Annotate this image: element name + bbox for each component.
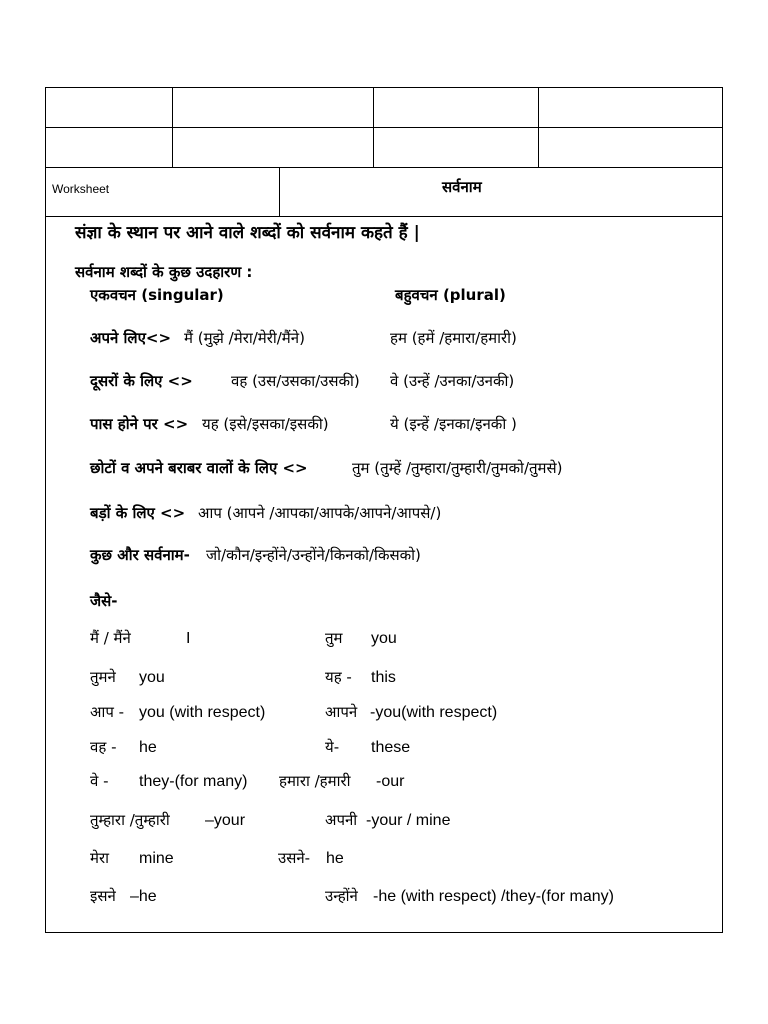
grid-line bbox=[538, 87, 539, 167]
vocab-english: you bbox=[139, 669, 165, 686]
row-label: अपने लिए<> bbox=[90, 329, 172, 347]
vocab-hindi: अपनी bbox=[325, 811, 358, 829]
grid-line bbox=[172, 87, 173, 167]
vocab-hindi: तुम्हारा /तुम्हारी bbox=[90, 811, 170, 829]
row-singular: मैं (मुझे /मेरा/मेरी/मैंने) bbox=[184, 329, 305, 347]
vocab-hindi: मेरा bbox=[90, 849, 109, 867]
row-label: छोटों व अपने बराबर वालों के लिए <> bbox=[90, 459, 308, 477]
vocab-hindi: तुम bbox=[325, 629, 343, 647]
singular-heading: एकवचन (singular) bbox=[90, 286, 224, 304]
row-value: जो/कौन/इन्होंने/उन्होंने/किनको/किसको) bbox=[206, 546, 421, 564]
vocab-english: you bbox=[371, 630, 397, 647]
vocab-hindi: तुमने bbox=[90, 668, 116, 686]
row-value: आप (आपने /आपका/आपके/आपने/आपसे/) bbox=[198, 504, 442, 522]
vocab-english: -he (with respect) /they-(for many) bbox=[373, 888, 614, 905]
row-label: पास होने पर <> bbox=[90, 415, 189, 433]
topic-title: सर्वनाम bbox=[442, 178, 482, 196]
vocab-hindi: आपने bbox=[325, 703, 358, 721]
vocab-english: this bbox=[371, 669, 396, 686]
vocab-english: they-(for many) bbox=[139, 773, 248, 790]
examples-label: जैसे- bbox=[90, 592, 118, 610]
vocab-english: -you(with respect) bbox=[370, 704, 498, 721]
vocab-hindi: उन्होंने bbox=[325, 887, 358, 905]
vocab-hindi: आप - bbox=[90, 703, 125, 721]
vocab-english: I bbox=[186, 630, 191, 647]
plural-heading: बहुवचन (plural) bbox=[395, 286, 506, 304]
vocab-hindi: हमारा /हमारी bbox=[279, 772, 351, 790]
grid-line bbox=[45, 127, 723, 128]
worksheet-label: Worksheet bbox=[52, 182, 110, 196]
grid-line bbox=[45, 216, 723, 217]
row-label: कुछ और सर्वनाम- bbox=[90, 546, 190, 564]
grid-line bbox=[279, 167, 280, 216]
row-singular: वह (उस/उसका/उसकी) bbox=[231, 372, 360, 390]
vocab-english: he bbox=[326, 850, 344, 867]
vocab-hindi: उसने- bbox=[278, 849, 311, 867]
examples-heading: सर्वनाम शब्दों के कुछ उदहारण : bbox=[75, 263, 253, 281]
row-label: दूसरों के लिए <> bbox=[90, 372, 193, 390]
vocab-hindi: इसने bbox=[90, 887, 116, 905]
vocab-english: -your / mine bbox=[366, 812, 451, 829]
row-label: बड़ों के लिए <> bbox=[90, 504, 186, 522]
vocab-english: these bbox=[371, 739, 411, 756]
row-plural: वे (उन्हें /उनका/उनकी) bbox=[390, 372, 515, 390]
vocab-english: –your bbox=[205, 812, 246, 829]
vocab-english: mine bbox=[139, 850, 174, 867]
vocab-hindi: यह - bbox=[325, 668, 352, 686]
vocab-english: –he bbox=[130, 888, 157, 905]
vocab-english: he bbox=[139, 739, 157, 756]
definition-text: संज्ञा के स्थान पर आने वाले शब्दों को सर्वनाम कहते हैं | bbox=[75, 223, 420, 243]
vocab-hindi: वे - bbox=[90, 772, 109, 790]
vocab-english: -our bbox=[376, 773, 405, 790]
vocab-hindi: मैं / मैंने bbox=[90, 629, 131, 647]
row-value: तुम (तुम्हें /तुम्हारा/तुम्हारी/तुमको/तुमसे) bbox=[352, 459, 563, 477]
grid-line bbox=[373, 87, 374, 167]
row-plural: ये (इन्हें /इनका/इनकी ) bbox=[390, 415, 517, 433]
row-plural: हम (हमें /हमारा/हमारी) bbox=[390, 329, 517, 347]
vocab-english: you (with respect) bbox=[139, 704, 266, 721]
row-singular: यह (इसे/इसका/इसकी) bbox=[202, 415, 329, 433]
grid-line bbox=[45, 167, 723, 168]
vocab-hindi: ये- bbox=[325, 738, 340, 756]
vocab-hindi: वह - bbox=[90, 738, 117, 756]
